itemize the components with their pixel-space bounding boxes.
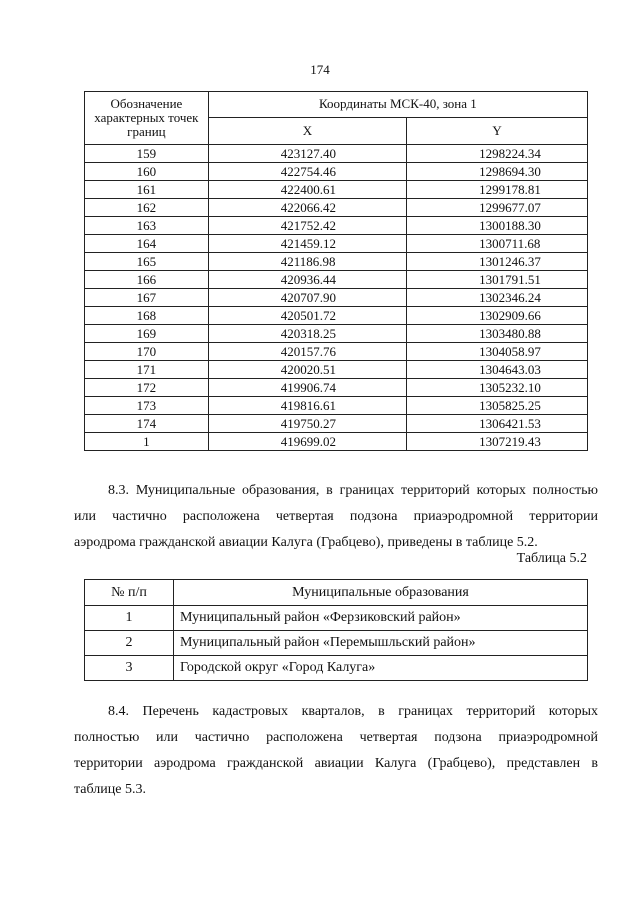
x-cell: 422066.42 xyxy=(208,199,406,217)
table-row xyxy=(85,343,588,361)
x-cell: 420501.72 xyxy=(208,307,406,325)
table-row xyxy=(85,181,588,199)
table-row xyxy=(85,307,588,325)
number-cell: 2 xyxy=(85,631,174,656)
table-row xyxy=(85,433,588,451)
x-cell: 421459.12 xyxy=(208,235,406,253)
paragraph-8-3 xyxy=(74,478,598,556)
table-row xyxy=(85,271,588,289)
y-cell: 1305232.10 xyxy=(407,379,588,397)
x-cell: 421186.98 xyxy=(208,253,406,271)
table-caption: Таблица 5.2 xyxy=(516,551,587,566)
paragraph-line: полностью или частично расположена четвертая подзона приаэродромной xyxy=(74,730,598,745)
table-row xyxy=(85,361,588,379)
y-cell: 1302909.66 xyxy=(407,307,588,325)
x-cell: 420157.76 xyxy=(208,343,406,361)
point-cell: 167 xyxy=(85,289,209,307)
point-cell: 172 xyxy=(85,379,209,397)
point-cell: 166 xyxy=(85,271,209,289)
number-cell: 3 xyxy=(85,656,174,681)
table-row xyxy=(85,631,588,656)
municipality-cell: Городской округ «Город Калуга» xyxy=(174,656,588,681)
point-cell: 162 xyxy=(85,199,209,217)
point-cell: 160 xyxy=(85,163,209,181)
y-cell: 1300711.68 xyxy=(407,235,588,253)
y-cell: 1303480.88 xyxy=(407,325,588,343)
paragraph-line: аэродрома гражданской авиации Калуга (Грабцево), приведены в таблице 5.2. xyxy=(74,535,538,550)
x-cell: 419750.27 xyxy=(208,415,406,433)
paragraph-8-4 xyxy=(74,699,598,803)
y-cell: 1300188.30 xyxy=(407,217,588,235)
y-cell: 1298694.30 xyxy=(407,163,588,181)
point-cell: 174 xyxy=(85,415,209,433)
table-row xyxy=(85,253,588,271)
point-cell: 161 xyxy=(85,181,209,199)
x-cell: 419699.02 xyxy=(208,433,406,451)
table-row xyxy=(85,379,588,397)
municipalities-table-body xyxy=(85,606,588,681)
y-cell: 1304643.03 xyxy=(407,361,588,379)
table-row xyxy=(85,415,588,433)
header-x: X xyxy=(208,117,406,144)
header-point-designation: Обозначение характерных точек границ xyxy=(85,92,209,145)
coordinates-table-body xyxy=(85,145,588,451)
y-cell: 1299178.81 xyxy=(407,181,588,199)
municipality-cell: Муниципальный район «Ферзиковский район» xyxy=(174,606,588,631)
paragraph-line: или частично расположена четвертая подзона приаэродромной территории xyxy=(74,509,598,524)
municipalities-table xyxy=(84,579,588,681)
table-row xyxy=(85,656,588,681)
x-cell: 420020.51 xyxy=(208,361,406,379)
point-cell: 170 xyxy=(85,343,209,361)
paragraph-line: территории аэродрома гражданской авиации Калуга (Грабцево), представлен в xyxy=(74,756,598,771)
x-cell: 419906.74 xyxy=(208,379,406,397)
point-cell: 164 xyxy=(85,235,209,253)
y-cell: 1301246.37 xyxy=(407,253,588,271)
table-row xyxy=(85,163,588,181)
x-cell: 419816.61 xyxy=(208,397,406,415)
y-cell: 1304058.97 xyxy=(407,343,588,361)
table-row xyxy=(85,397,588,415)
x-cell: 422754.46 xyxy=(208,163,406,181)
x-cell: 420707.90 xyxy=(208,289,406,307)
table-row xyxy=(85,199,588,217)
municipality-cell: Муниципальный район «Перемышльский район» xyxy=(174,631,588,656)
header-municipalities: Муниципальные образования xyxy=(174,580,588,606)
header-coordinates: Координаты МСК-40, зона 1 xyxy=(208,92,587,118)
point-cell: 1 xyxy=(85,433,209,451)
point-cell: 163 xyxy=(85,217,209,235)
point-cell: 171 xyxy=(85,361,209,379)
x-cell: 423127.40 xyxy=(208,145,406,163)
x-cell: 420318.25 xyxy=(208,325,406,343)
point-cell: 169 xyxy=(85,325,209,343)
number-cell: 1 xyxy=(85,606,174,631)
page-number: 174 xyxy=(310,62,330,77)
table-row xyxy=(85,325,588,343)
point-cell: 168 xyxy=(85,307,209,325)
y-cell: 1301791.51 xyxy=(407,271,588,289)
point-cell: 159 xyxy=(85,145,209,163)
table-row xyxy=(85,235,588,253)
table-row xyxy=(85,145,588,163)
point-cell: 173 xyxy=(85,397,209,415)
y-cell: 1305825.25 xyxy=(407,397,588,415)
table-row xyxy=(85,606,588,631)
paragraph-line: 8.3. Муниципальные образования, в границах территорий которых полностью xyxy=(108,483,598,498)
y-cell: 1302346.24 xyxy=(407,289,588,307)
table-row xyxy=(85,217,588,235)
y-cell: 1299677.07 xyxy=(407,199,588,217)
x-cell: 420936.44 xyxy=(208,271,406,289)
y-cell: 1307219.43 xyxy=(407,433,588,451)
paragraph-line: 8.4. Перечень кадастровых кварталов, в границах территорий которых xyxy=(108,704,598,719)
y-cell: 1298224.34 xyxy=(407,145,588,163)
x-cell: 421752.42 xyxy=(208,217,406,235)
table-row xyxy=(85,289,588,307)
coordinates-table xyxy=(84,91,588,451)
x-cell: 422400.61 xyxy=(208,181,406,199)
header-number: № п/п xyxy=(85,580,174,606)
header-y: Y xyxy=(407,117,588,144)
paragraph-line: таблице 5.3. xyxy=(74,782,146,797)
y-cell: 1306421.53 xyxy=(407,415,588,433)
point-cell: 165 xyxy=(85,253,209,271)
